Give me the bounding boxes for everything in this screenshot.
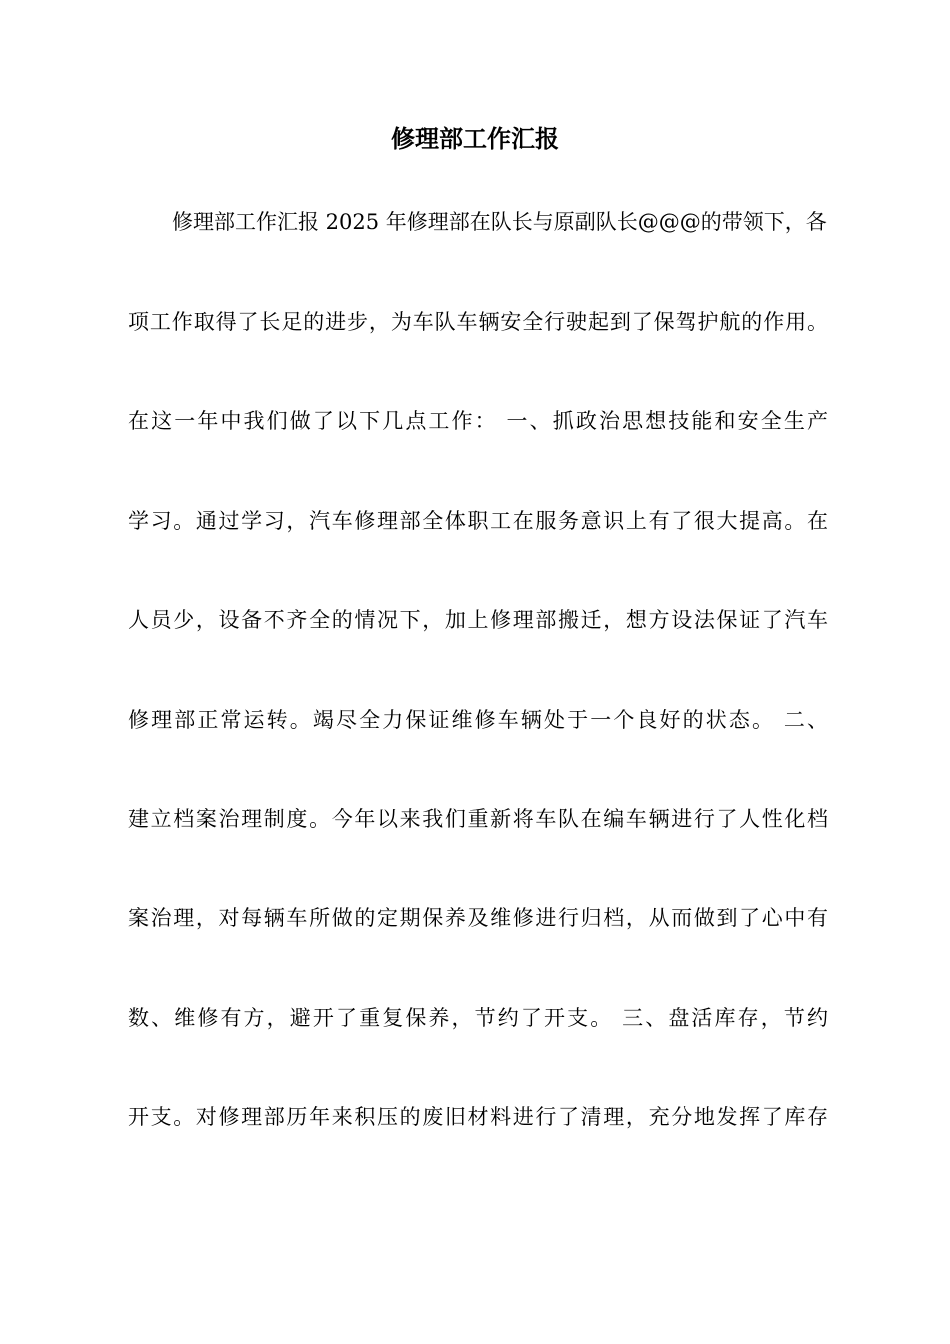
paragraph-line: 建立档案治理制度。今年以来我们重新将车队在编车辆进行了人性化档 [128,807,828,831]
paragraph-line: 人员少，设备不齐全的情况下，加上修理部搬迁，想方设法保证了汽车 [128,608,828,632]
paragraph-line: 修理部工作汇报 2025 年修理部在队长与原副队长@@@的带领下，各 [172,210,827,234]
paragraph-line: 学习。通过学习，汽车修理部全体职工在服务意识上有了很大提高。在 [128,509,828,533]
paragraph-line: 案治理，对每辆车所做的定期保养及维修进行归档，从而做到了心中有 [128,906,828,930]
paragraph-line: 修理部正常运转。竭尽全力保证维修车辆处于一个良好的状态。 二、 [128,708,828,732]
paragraph-line: 在这一年中我们做了以下几点工作： 一、抓政治思想技能和安全生产 [128,409,828,433]
document-title: 修理部工作汇报 [391,125,559,153]
paragraph-line: 开支。对修理部历年来积压的废旧材料进行了清理，充分地发挥了库存 [128,1105,828,1129]
paragraph-line: 项工作取得了长足的进步，为车队车辆安全行驶起到了保驾护航的作用。 [128,310,828,334]
paragraph-line: 数、维修有方，避开了重复保养，节约了开支。 三、盘活库存，节约 [128,1006,828,1030]
